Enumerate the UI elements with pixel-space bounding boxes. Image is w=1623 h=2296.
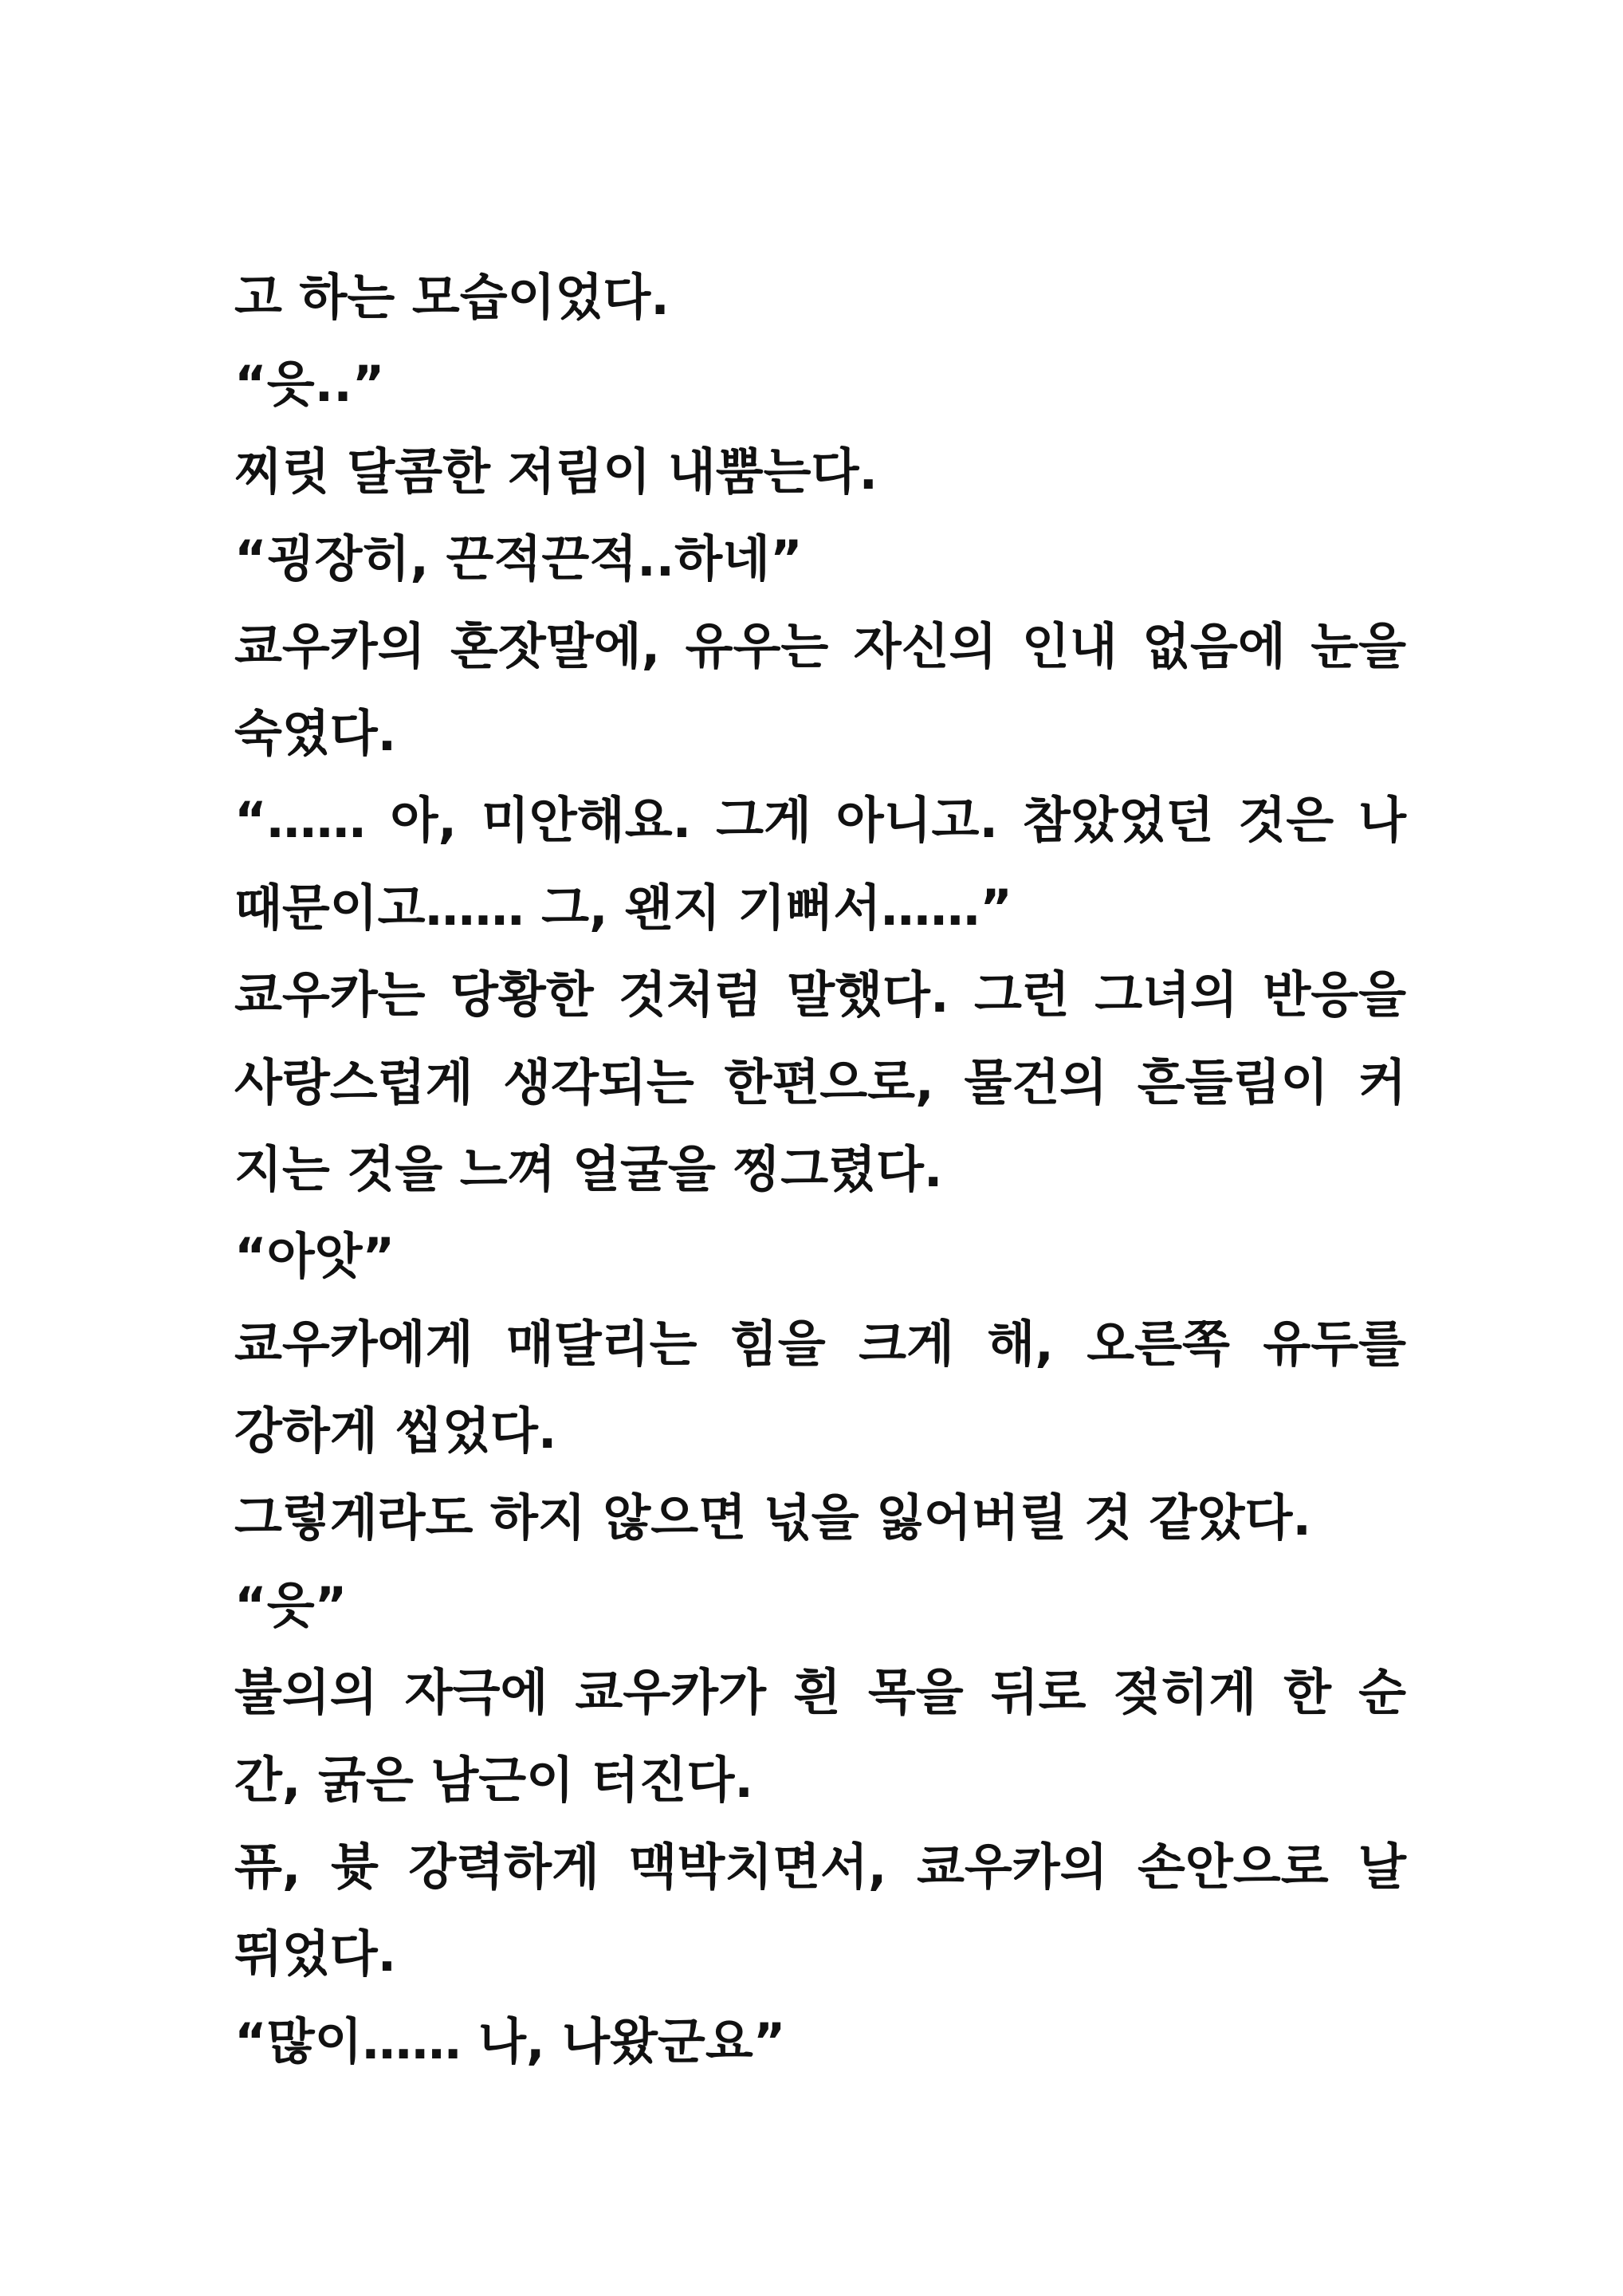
body-text: [234, 254, 1406, 2085]
text-line: 고 하는 모습이었다.: [234, 268, 670, 326]
text-line: 간, 굵은 남근이 터진다.: [234, 1750, 753, 1809]
text-line: “굉장히, 끈적끈적..하네”: [234, 529, 803, 588]
text-line: 쿄우카에게 매달리는 힘을 크게 해, 오른쪽 유두를: [234, 1314, 1406, 1373]
text-line: “…… 아, 미안해요. 그게 아니고. 참았었던 것은 나: [234, 791, 1406, 850]
text-line: 쿄우카의 혼잣말에, 유우는 자신의 인내 없음에 눈을: [234, 616, 1406, 675]
text-line: “읏..”: [234, 355, 385, 414]
text-line: 찌릿 달콤한 저림이 내뿜는다.: [234, 442, 878, 501]
text-line: 불의의 자극에 쿄우카가 흰 목을 뒤로 젖히게 한 순: [234, 1663, 1406, 1722]
text-line: 강하게 씹었다.: [234, 1402, 557, 1461]
text-line: 지는 것을 느껴 얼굴을 찡그렸다.: [234, 1139, 943, 1198]
text-line: “읏”: [234, 1575, 348, 1634]
text-line: 쿄우카는 당황한 것처럼 말했다. 그런 그녀의 반응을: [234, 965, 1406, 1024]
text-line: “아앗”: [234, 1227, 395, 1286]
text-line: 퓨, 븃 강력하게 맥박치면서, 쿄우카의 손안으로 날: [234, 1838, 1406, 1897]
text-line: 그렇게라도 하지 않으면 넋을 잃어버릴 것 같았다.: [234, 1488, 1311, 1547]
text-line: 사랑스럽게 생각되는 한편으로, 물건의 흔들림이 커: [234, 1052, 1406, 1111]
text-line: 뛰었다.: [234, 1924, 397, 1983]
text-line: 때문이고…… 그, 왠지 기뻐서……”: [234, 878, 1012, 937]
text-line: 숙였다.: [234, 703, 397, 762]
text-line: “많이…… 나, 나왔군요”: [234, 2011, 786, 2070]
